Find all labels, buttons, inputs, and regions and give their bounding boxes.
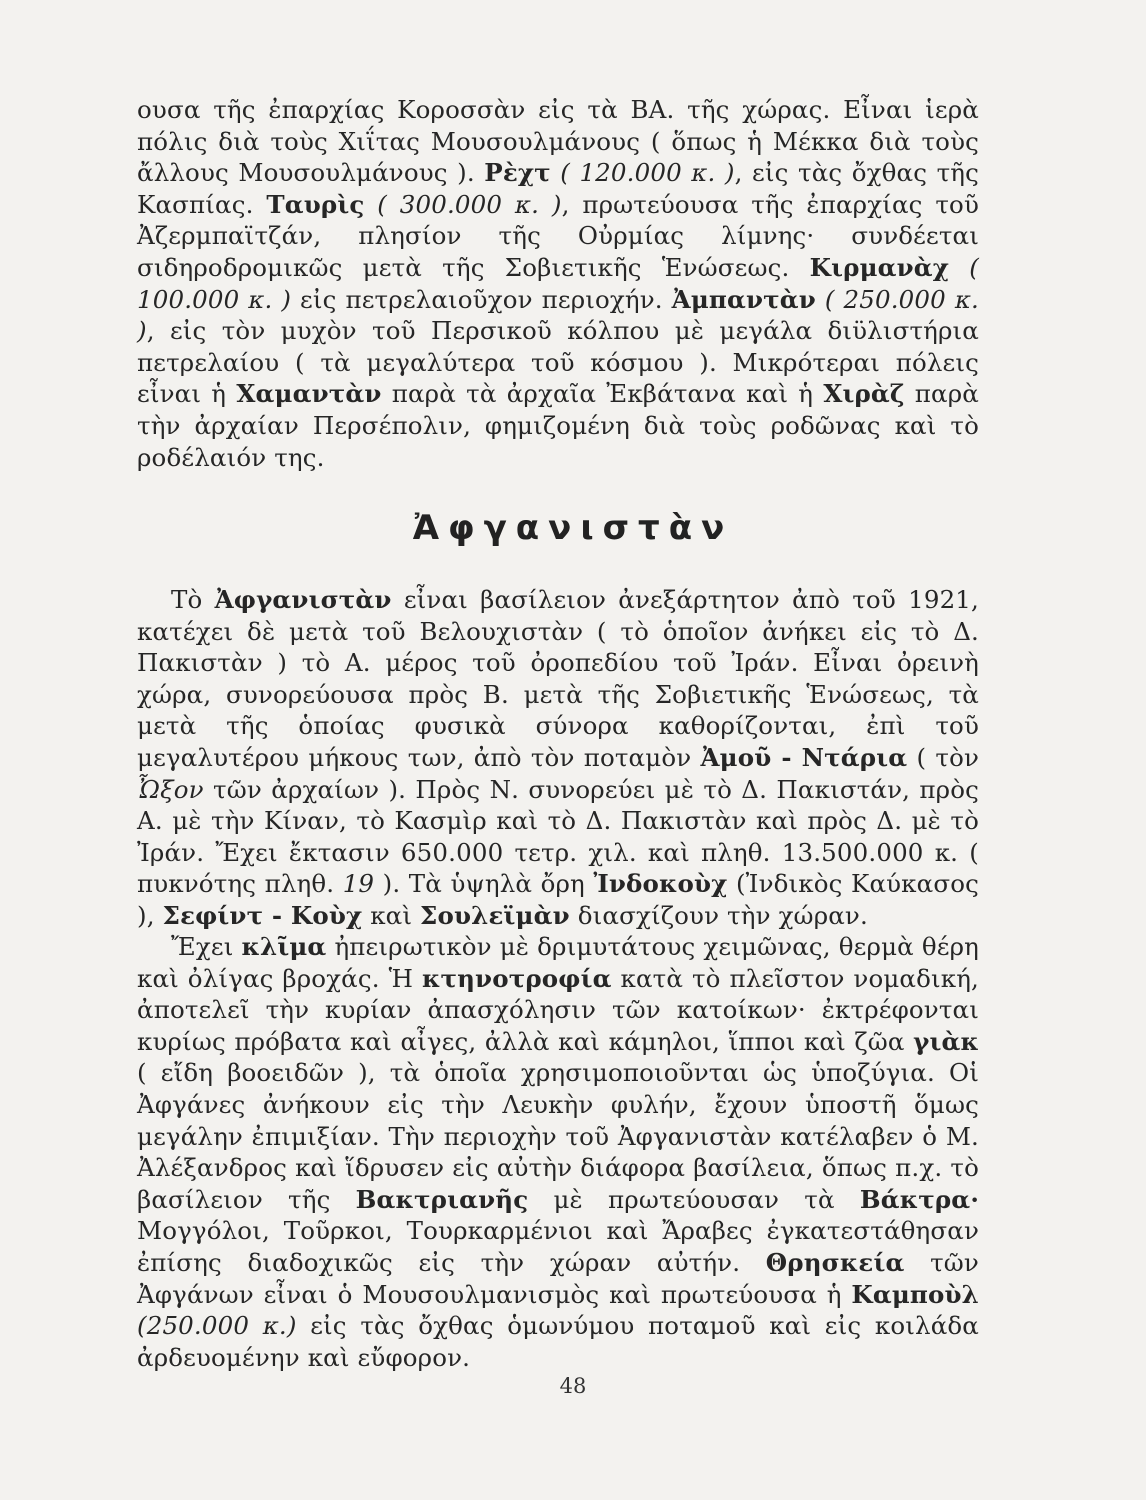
term-oxus: Ὦξον bbox=[137, 774, 204, 804]
text-run: παρὰ τὴν ἀρχαίαν Περσέπολιν, φημιζομένη διὰ τοὺς ροδῶνας καὶ τὸ ροδέλαιόν της. bbox=[137, 379, 979, 472]
city-abadan: Ἀμπαντὰν bbox=[671, 284, 816, 314]
text-run: ). Τὰ ὑψηλὰ ὄρη bbox=[374, 869, 594, 899]
text-run: εἰς πετρελαιοῦχον περιοχήν. bbox=[291, 284, 672, 314]
iran-cities-paragraph bbox=[137, 94, 979, 473]
text-run: παρὰ τὰ ἀρχαῖα Ἐκβάτανα καὶ ἡ bbox=[381, 379, 824, 409]
section-heading-afghanistan: Ἀφγανιστὰν bbox=[412, 508, 734, 548]
city-kermanshah: Κιρμανὰχ bbox=[809, 252, 950, 282]
term-religion: Θρησκεία bbox=[765, 1247, 905, 1277]
term-bactra: Βάκτρα· bbox=[859, 1184, 979, 1214]
afghanistan-paragraph-1-block bbox=[137, 584, 979, 932]
text-run: μὲ πρωτεύουσαν τὰ bbox=[528, 1184, 860, 1214]
text-run: , εἰς τὰς ὄχθας τῆς Κασπίας. bbox=[137, 158, 980, 219]
term-bactria: Βακτριανῆς bbox=[355, 1184, 529, 1214]
population-abadan: ( 250.000 κ. ) bbox=[137, 284, 979, 346]
population-kermanshah: ( 100.000 κ. ) bbox=[137, 252, 979, 314]
city-hamadan: Χαμαντὰν bbox=[236, 379, 382, 409]
term-amu-darya: Ἀμοῦ - Ντάρια bbox=[700, 742, 908, 772]
text-run: τῶν Ἀφγάνων εἶναι ὁ Μουσουλμανισμὸς καὶ πρωτεύουσα ἡ bbox=[137, 1247, 979, 1309]
term-safed-koh: Σεφίντ - Κοὺχ bbox=[162, 900, 363, 930]
text-run: Μογγόλοι, Τοῦρκοι, Τουρκαρμένιοι καὶ Ἄραβες ἐγκατεστάθησαν ἐπίσης διαδοχικῶς εἰς τὴν χώραν αὐτήν. bbox=[137, 1216, 979, 1277]
text-run: ουσα τῆς ἐπαρχίας Κοροσσὰν εἰς τὰ ΒΑ. τῆς χώρας. Εἶναι ἱερὰ πόλις διὰ τοὺς Χιΐτας Μουσουλμάνους ( ὅπως ἡ Μέκκα διὰ τοὺς ἄλλους Μουσουλμάνους ). bbox=[137, 95, 979, 188]
text-run: κατὰ τὸ πλεῖστον νομαδική, ἀποτελεῖ τὴν κυρίαν ἀπασχόλησιν τῶν κατοίκων· ἐκτρέφονται κυρίως πρόβατα καὶ αἶγες, ἀλλὰ καὶ κάμηλοι, ἵπποι καὶ ζῶα bbox=[137, 963, 979, 1056]
term-climate: κλῖμα bbox=[241, 932, 327, 961]
term-yak: γιὰκ bbox=[913, 1026, 979, 1056]
term-livestock: κτηνοτροφία bbox=[421, 963, 612, 993]
afghanistan-paragraph-2-block bbox=[137, 931, 979, 1373]
term-suleiman: Σουλεϊμὰν bbox=[420, 900, 570, 930]
city-kabul: Καμποὺλ bbox=[851, 1279, 979, 1309]
city-shiraz: Χιρὰζ bbox=[823, 379, 905, 409]
text-run: καὶ bbox=[362, 900, 421, 930]
text-run: ( εἴδη βοοειδῶν ), τὰ ὁποῖα χρησιμοποιοῦνται ὡς ὑποζύγια. Οἱ Ἀφγάνες ἀνήκουν εἰς τὴν Λευκὴν φυλήν, ἔχουν ὑποστῆ ὅμως μεγάλην ἐπιμιξίαν. Τὴν περιοχὴν τοῦ Ἀφγανιστὰν κατέλαβεν ὁ Μ. Ἀλέξανδρος καὶ ἵδρυσεν εἰς αὐτὴν διάφορα βασίλεια, ὅπως π.χ. τὸ βασίλειον τῆς bbox=[137, 1058, 979, 1214]
text-run: εἶναι βασίλειον ἀνεξάρτητον ἀπὸ τοῦ 1921, κατέχει δὲ μετὰ τοῦ Βελουχιστὰν ( τὸ ὁποῖον ἀνήκει εἰς τὸ Δ. Πακιστὰν ) τὸ Α. μέρος τοῦ ὀροπεδίου τοῦ Ἰράν. Εἶναι ὀρεινὴ χώρα, συνορεύουσα πρὸς Β. μετὰ τῆς Σοβιετικῆς Ἑνώσεως, τὰ μετὰ τῆς ὁποίας φυσικὰ σύνορα καθορίζονται, ἐπὶ τοῦ μεγαλυτέρου μήκους των, ἀπὸ τὸν ποταμὸν bbox=[137, 585, 979, 772]
afghanistan-geography-paragraph bbox=[137, 584, 979, 932]
text-run: εἰς τὰς ὄχθας ὁμωνύμου ποταμοῦ καὶ εἰς κοιλάδα ἀρδευομένην καὶ εὔφορον. bbox=[137, 1311, 979, 1372]
text-run: τῶν ἀρχαίων ). Πρὸς Ν. συνορεύει μὲ τὸ Δ. Πακιστάν, πρὸς Α. μὲ τὴν Κίναν, τὸ Κασμὶρ καὶ τὸ Δ. Πακιστὰν καὶ πρὸς Δ. μὲ τὸ Ἰράν. Ἔχει ἔκτασιν 650.000 τετρ. χιλ. καὶ πληθ. 13.500.000 κ. ( πυκνότης πληθ. bbox=[137, 774, 979, 899]
population-tabriz: ( 300.000 κ. ) bbox=[364, 189, 562, 219]
city-rasht: Ρὲχτ bbox=[484, 158, 551, 188]
text-run: Τὸ bbox=[171, 585, 215, 614]
text-run: Ἔχει bbox=[171, 932, 242, 961]
text-run: , πρωτεύουσα τῆς ἐπαρχίας τοῦ Ἀζερμπαϊτζάν, πλησίον τῆς Οὐρμίας λίμνης· συνδέεται σιδηροδρομικῶς μετὰ τῆς Σοβιετικῆς Ἑνώσεως. bbox=[137, 189, 979, 282]
term-hindu-kush: Ἰνδοκοὺχ bbox=[593, 869, 728, 899]
text-run: (Ἰνδικὸς Καύκασος ), bbox=[137, 869, 979, 930]
density-value: 19 bbox=[342, 869, 375, 899]
population-kabul: (250.000 κ.) bbox=[137, 1311, 297, 1341]
term-afghanistan: Ἀφγανιστὰν bbox=[214, 585, 392, 614]
page-number: 48 bbox=[559, 1374, 587, 1398]
city-tabriz: Ταυρὶς bbox=[266, 189, 365, 219]
afghanistan-climate-paragraph bbox=[137, 931, 979, 1373]
text-run: ἠπειρωτικὸν μὲ δριμυτάτους χειμῶνας, θερμὰ θέρη καὶ ὀλίγας βροχάς. Ἡ bbox=[137, 932, 979, 993]
population-rasht: ( 120.000 κ. ) bbox=[550, 158, 735, 188]
text-run: διασχίζουν τὴν χώραν. bbox=[569, 900, 868, 930]
intro-paragraph-block bbox=[137, 94, 979, 473]
text-run: , εἰς τὸν μυχὸν τοῦ Περσικοῦ κόλπου μὲ μεγάλα διϋλιστήρια πετρελαίου ( τὰ μεγαλύτερα τοῦ κόσμου ). Μικρότεραι πόλεις εἶναι ἡ bbox=[137, 316, 979, 409]
text-run: ( τὸν bbox=[907, 742, 980, 772]
